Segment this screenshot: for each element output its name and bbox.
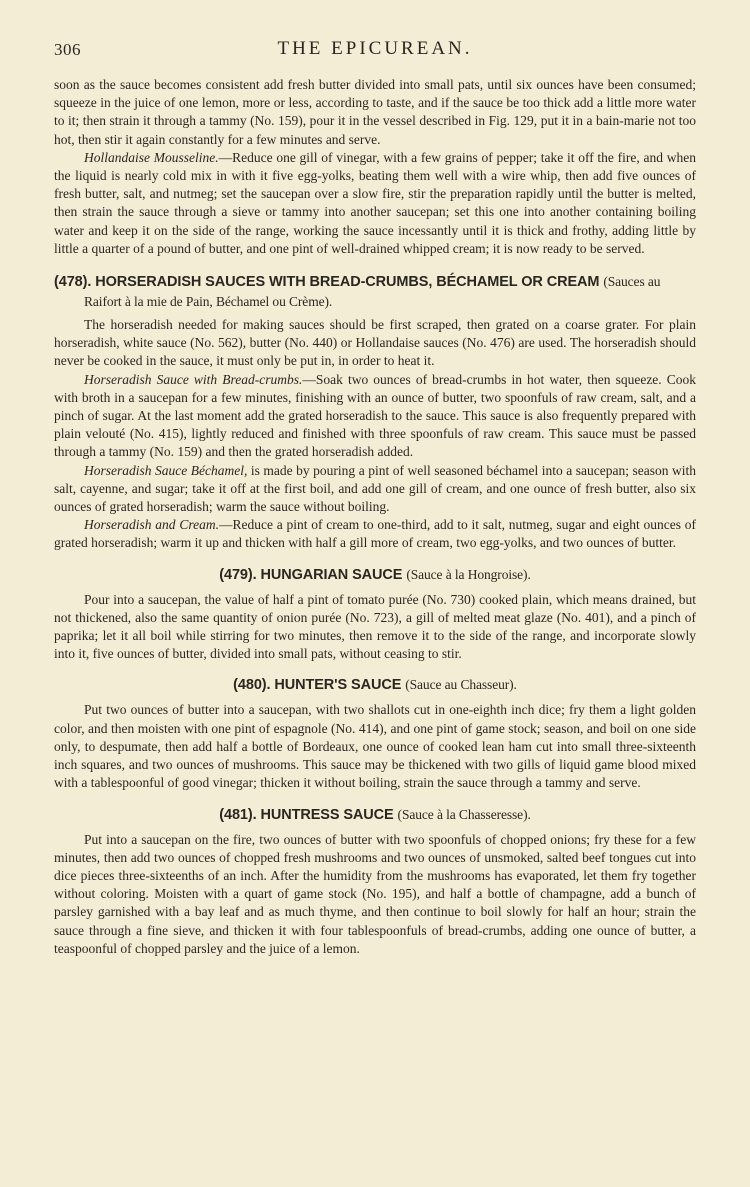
cream-title: Horseradish and Cream. [84, 517, 219, 533]
section-480-heading [54, 675, 696, 695]
running-title: THE EPICUREAN. [277, 38, 473, 59]
bechamel-text: is made by pouring a pint of well seasoned béchamel into a saucepan; season with salt, cayenne, and sugar; take it off at the first boil, and add one gill of cream, and one ounce of fresh butter, also six ounces of grated horseradish; warm the sauce without boiling. [54, 462, 696, 515]
mousseline-paragraph [54, 149, 696, 258]
section-478-subtitle-1: (Sauces au [603, 274, 661, 290]
section-480-title: (480). HUNTER'S SAUCE [233, 677, 402, 694]
page-header [54, 36, 696, 76]
section-480-paragraph: Put two ounces of butter into a saucepan, with two shallots cut in one-eighth inch dice; fry them a light golden color, and then moisten with one pint of espagnole (No. 414), and one pint of game stock; season, and boil on one side only, to despumate, then add half a bottle of Bordeaux, one ounce of cooked lean ham cut into small three-sixteenth inch squares, and two ounces of mushrooms. This sauce may be thickened with two gills of liquid game blood mixed with a tablespoonful of good vinegar; thicken it without boiling, strain the sauce through a tammy and serve. [54, 702, 696, 791]
bread-crumbs-paragraph [54, 371, 696, 462]
cream-paragraph [54, 516, 696, 552]
section-481-subtitle: (Sauce à la Chasseresse). [397, 806, 531, 822]
page-number: 306 [54, 40, 81, 59]
section-479-paragraph: Pour into a saucepan, the value of half a pint of tomato purée (No. 730) cooked plain, which means drained, but not thickened, also the same quantity of onion purée (No. 723), a gill of melted meat glaze (No. 401), and a pinch of paprika; let it all boil while stirring for two minutes, then remove it to the side of the range, and incorporate slowly into it, five ounces of butter, divided into small pats, without ceasing to stir. [54, 591, 696, 662]
bechamel-title: Horseradish Sauce Béchamel, [84, 462, 248, 478]
intro-paragraph: soon as the sauce becomes consistent add fresh butter divided into small pats, until six ounces have been consumed; squeeze in the juice of one lemon, more or less, according to taste, and if the sauce be too thick add a little more water to it; then strain it through a tammy (No. 159), pour it in the vessel described in Fig. 129, put it in a bain-marie not too hot, then stir it again constantly for a few minutes and serve. [54, 77, 696, 147]
bread-crumbs-title: Horseradish Sauce with Bread-crumbs. [84, 371, 303, 387]
section-479-title: (479). HUNGARIAN SAUCE [219, 566, 403, 583]
section-479-heading [54, 565, 696, 585]
section-481-paragraph: Put into a saucepan on the fire, two ounces of butter with two spoonfuls of chopped onions; fry these for a few minutes, then add two ounces of chopped fresh mushrooms and two ounces of unsmoked, salted beef tongues cut into dice pieces three-sixteenths of an inch. After the humidity from the mushrooms has evaporated, let them fry together without coloring. Moisten with a quart of game stock (No. 195), and half a bottle of champagne, add a bunch of parsley garnished with a bay leaf and as much thyme, and then continue to boil slowly for half an hour; strain the sauce through a fine sieve, and thicken it with four tablespoonfuls of bread-crumbs, adding one ounce of butter, a teaspoonful of chopped parsley and the juice of a lemon. [54, 831, 696, 956]
section-478-heading [54, 272, 696, 312]
section-481-heading [54, 805, 696, 825]
section-481-title: (481). HUNTRESS SAUCE [219, 806, 394, 823]
bechamel-paragraph [54, 462, 696, 517]
section-480-subtitle: (Sauce au Chasseur). [405, 677, 517, 693]
section-478-intro: The horseradish needed for making sauces should be first scraped, then grated on a coarse grater. For plain horseradish, white sauce (No. 562), butter (No. 440) or Hollandaise sauces (No. 476) are used. The horseradish should never be cooked in the sauce, it must only be put in, in order to heat it. [54, 317, 696, 369]
cream-text: —Reduce a pint of cream to one-third, add to it salt, nutmeg, sugar and eight ounces of grated horseradish; warm it up and thicken with half a gill more of cream, two egg-yolks, and two ounces of butter. [54, 517, 696, 551]
mousseline-text: —Reduce one gill of vinegar, with a few grains of pepper; take it off the fire, and when the liquid is nearly cold mix in with it five egg-yolks, beating them well with a wire whip, then add five ounces of fresh butter, salt, and nutmeg; set the saucepan over a slow fire, stir the preparation rapidly until the butter is melted, then strain the sauce through a sieve or tammy into another saucepan; set this one into another containing boiling water and keep it on the side of the range, working the sauce incessantly until it is thick and frothy, adding little by little a quarter of a pound of butter, and one pint of well-drained whipped cream; it is now ready to be served. [54, 149, 696, 256]
mousseline-title: Hollandaise Mousseline. [84, 149, 219, 165]
section-479-subtitle: (Sauce à la Hongroise). [406, 566, 531, 582]
section-478-subtitle-2: Raifort à la mie de Pain, Béchamel ou Crème). [84, 294, 333, 310]
section-478-title: (478). HORSERADISH SAUCES WITH BREAD-CRUMBS, BÉCHAMEL OR CREAM [54, 274, 600, 291]
bread-crumbs-text: —Soak two ounces of bread-crumbs in hot water, then squeeze. Cook with broth in a saucepan for a few minutes, finishing with an ounce of butter, two spoonfuls of raw cream, salt, and a pinch of sugar. At the last moment add the grated horseradish to the sauce. This sauce is also frequently prepared with plain velouté (No. 415), lightly reduced and finished with three spoonfuls of raw cream. This sauce must be passed through a tammy (No. 159) and then the grated horseradish added. [54, 371, 697, 460]
